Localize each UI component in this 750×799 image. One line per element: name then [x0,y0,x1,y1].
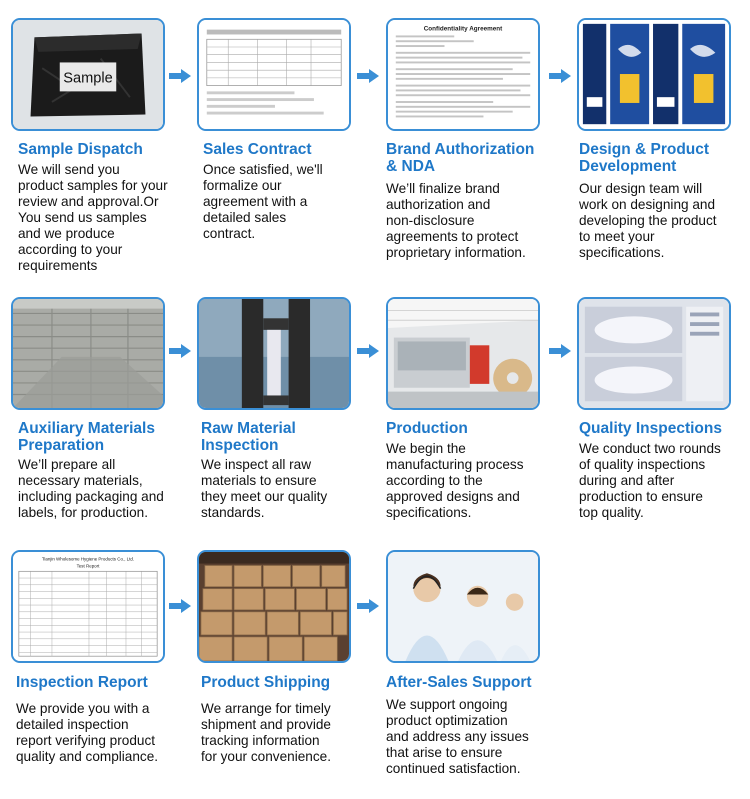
desc-line: detailed inspection [16,717,129,732]
desc-line: contract. [203,226,256,241]
desc-line: approved designs and [386,489,520,504]
desc-line: formalize our [203,178,282,193]
desc-line: non-disclosure [386,213,475,228]
desc-line: proprietary information. [386,245,526,260]
sample-bag-photo [11,18,165,131]
desc-line: work on designing and [579,197,716,212]
desc-line: Once satisfied, we'll [203,162,323,177]
desc-line: according to the [386,473,483,488]
desc-line: We arrange for timely [201,701,331,716]
step-title: Design & Product [579,141,710,158]
step-title: Auxiliary Materials [18,420,155,437]
desc-line: during and after [579,473,675,488]
desc-line: We’ll prepare all [18,457,116,472]
doc-heading: Confidentiality Agreement [423,25,503,33]
step-title: & NDA [386,158,436,175]
report-heading: Tianjin Wholesome Hygiene Products Co., Ltd. [41,556,135,562]
desc-line: We provide you with a [16,701,150,716]
package-design-photo [577,18,731,131]
desc-line: detailed sales [203,210,287,225]
desc-line: quality and compliance. [16,749,159,764]
desc-line: We begin the [386,441,466,456]
arrow-right-icon [357,69,379,83]
step-title: Production [386,420,468,437]
desc-line: they meet our quality [201,489,328,504]
desc-line: product samples for your [18,178,168,193]
desc-line: to meet your [579,229,655,244]
desc-line: specifications. [386,505,472,520]
arrow-right-icon [549,344,571,358]
desc-line: agreement with a [203,194,308,209]
desc-line: requirements [18,258,98,273]
step-title: Sales Contract [203,141,312,158]
report-subheading: Test Report [76,563,100,569]
arrow-right-icon [357,599,379,613]
inspection-screen-photo [577,297,731,410]
desc-line: including packaging and [18,489,164,504]
desc-line: of quality inspections [579,457,706,472]
material-tester-photo [197,297,351,410]
desc-line: You send us samples [18,210,147,225]
test-report-photo [11,550,165,663]
support-agents-photo [386,550,540,663]
desc-line: according to your [18,242,123,257]
desc-line: standards. [201,505,265,520]
step-title: Inspection [201,437,279,454]
desc-line: continued satisfaction. [386,761,521,776]
nda-document-photo [386,18,540,131]
step-title: Preparation [18,437,105,454]
desc-line: shipment and provide [201,717,331,732]
step-title: Sample Dispatch [18,141,143,158]
desc-line: authorization and [386,197,491,212]
desc-line: review and approval.Or [18,194,159,209]
desc-line: developing the product [579,213,717,228]
desc-line: necessary materials, [18,473,143,488]
step-title: Quality Inspections [579,420,722,437]
arrow-right-icon [357,344,379,358]
desc-line: manufacturing process [386,457,524,472]
desc-line: tracking information [201,733,320,748]
arrow-right-icon [169,344,191,358]
step-title: After-Sales Support [386,674,532,691]
contract-document-photo [197,18,351,131]
desc-line: materials to ensure [201,473,317,488]
desc-line: report verifying product [16,733,156,748]
desc-line: and we produce [18,226,115,241]
arrow-right-icon [549,69,571,83]
desc-line: product optimization [386,713,508,728]
step-title: Development [579,158,677,175]
step-title: Inspection Report [16,674,148,691]
desc-line: We will send you [18,162,120,177]
desc-line: production to ensure [579,489,703,504]
step-title: Raw Material [201,420,296,437]
shipping-boxes-photo [197,550,351,663]
stacked-cartons-photo [11,297,165,410]
desc-line: and address any issues [386,729,529,744]
desc-line: We support ongoing [386,697,508,712]
desc-line: We inspect all raw [201,457,312,472]
desc-line: agreements to protect [386,229,519,244]
sample-tag: Sample [63,70,113,87]
desc-line: that arise to ensure [386,745,503,760]
arrow-right-icon [169,69,191,83]
factory-line-photo [386,297,540,410]
step-title: Brand Authorization [386,141,535,158]
desc-line: We’ll finalize brand [386,181,500,196]
desc-line: for your convenience. [201,749,331,764]
arrow-right-icon [169,599,191,613]
desc-line: specifications. [579,245,665,260]
desc-line: Our design team will [579,181,703,196]
desc-line: labels, for production. [18,505,148,520]
desc-line: top quality. [579,505,644,520]
desc-line: We conduct two rounds [579,441,721,456]
step-title: Product Shipping [201,674,331,691]
